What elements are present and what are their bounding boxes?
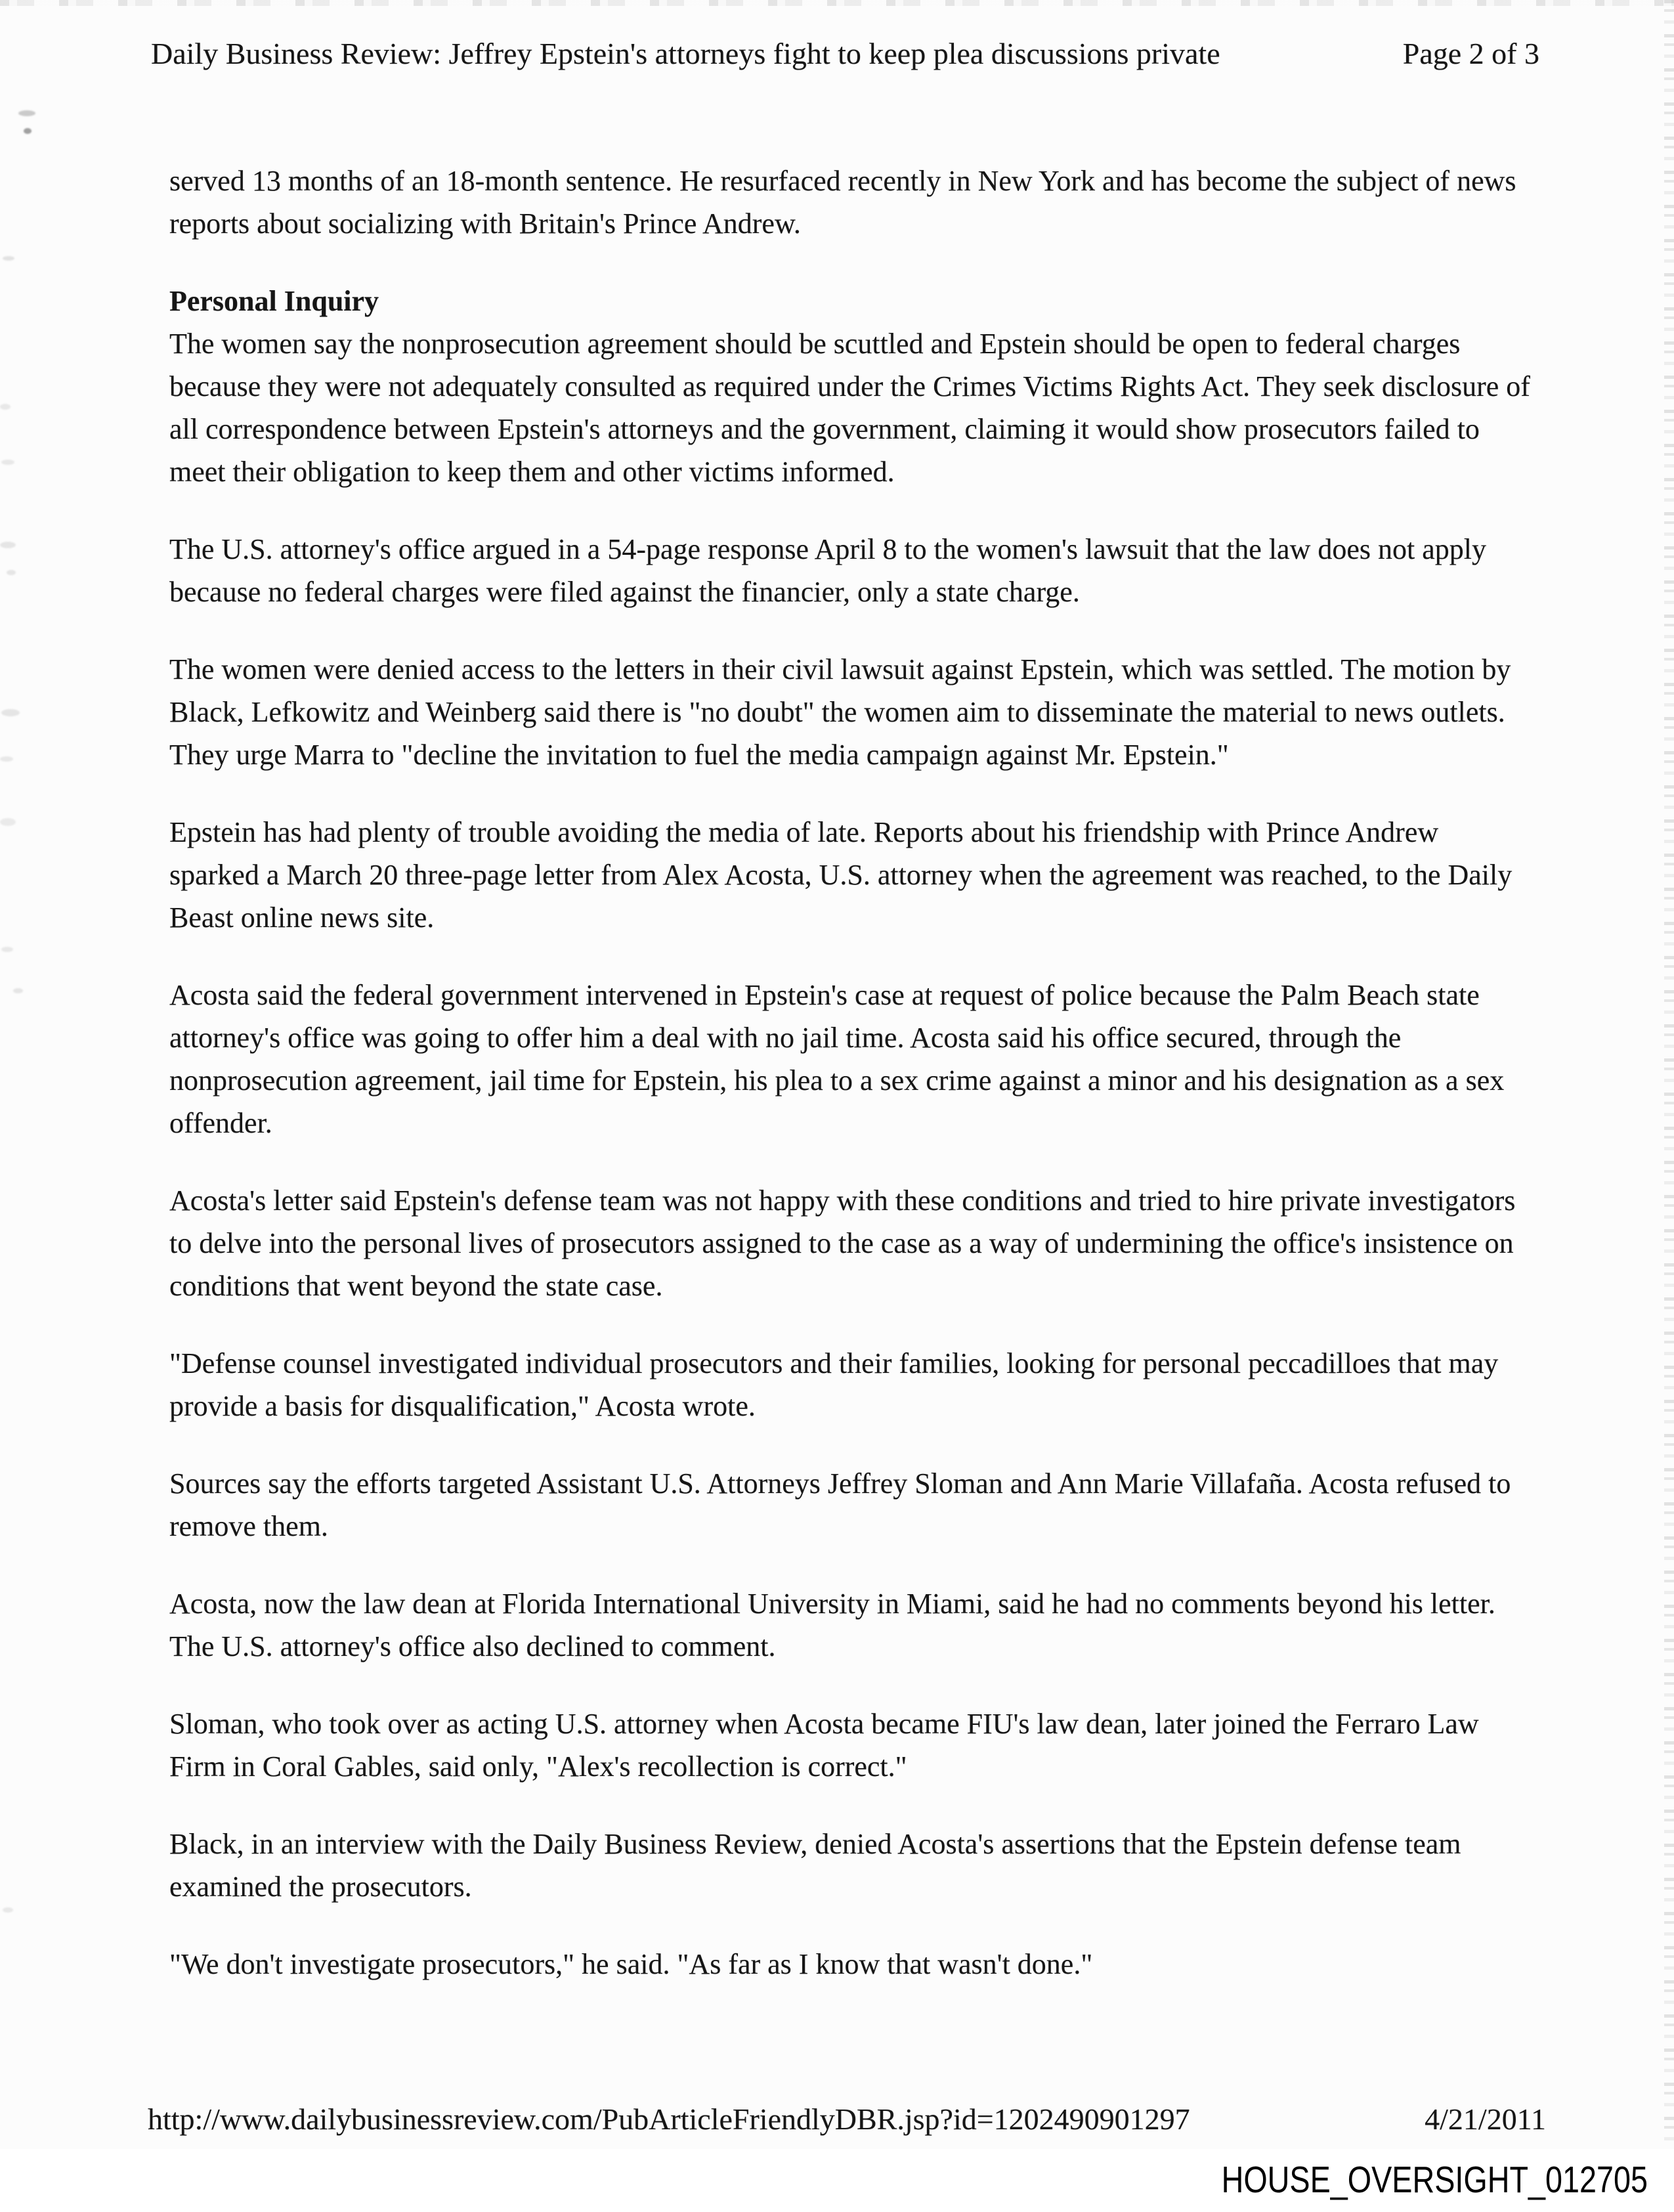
paragraph: "Defense counsel investigated individual prosecutors and their families, looking for personal peccadilloes that may provide a basis for disqualification," Acosta wrote. bbox=[169, 1347, 1499, 1422]
scan-speck bbox=[24, 128, 32, 134]
article-paragraphs bbox=[169, 322, 1535, 1985]
scan-top-edge-noise bbox=[0, 0, 1674, 6]
scan-speck bbox=[1, 709, 20, 716]
page-indicator: Page 2 of 3 bbox=[1402, 37, 1539, 70]
page-header bbox=[151, 34, 1539, 74]
scan-speck bbox=[13, 988, 23, 993]
scan-speck bbox=[0, 818, 16, 826]
paragraph: Black, in an interview with the Daily Business Review, denied Acosta's assertions that the Epstein defense team examined the prosecutors. bbox=[169, 1828, 1461, 1903]
header-title: Daily Business Review: Jeffrey Epstein's attorneys fight to keep plea discussions private bbox=[151, 37, 1220, 70]
paragraph: The women say the nonprosecution agreement should be scuttled and Epstein should be open to federal charges because they were not adequately consulted as required under the Crimes Victims Rights Act. They seek disclosure of all correspondence between Epstein's attorneys and the government, claiming it would show prosecutors failed to meet their obligation to keep them and other victims informed. bbox=[169, 328, 1530, 488]
paragraph: "We don't investigate prosecutors," he said. "As far as I know that wasn't done." bbox=[169, 1948, 1093, 1980]
scan-speck bbox=[1, 947, 13, 952]
lead-paragraph: served 13 months of an 18-month sentence. He resurfaced recently in New York and has become the subject of news reports about socializing with Britain's Prince Andrew. bbox=[169, 165, 1516, 240]
scan-speck bbox=[3, 256, 14, 261]
scan-speck bbox=[0, 404, 11, 410]
page-footer bbox=[148, 2100, 1546, 2139]
scan-speck bbox=[18, 110, 35, 116]
scan-speck bbox=[3, 1907, 13, 1913]
print-date: 4/21/2011 bbox=[1425, 2102, 1546, 2136]
section-heading: Personal Inquiry bbox=[169, 285, 379, 317]
paragraph: Sources say the efforts targeted Assistant U.S. Attorneys Jeffrey Sloman and Ann Marie Villafaña. Acosta refused to remove them. bbox=[169, 1467, 1511, 1542]
scan-speck bbox=[0, 542, 16, 548]
scan-speck bbox=[0, 756, 13, 762]
paragraph: Acosta's letter said Epstein's defense team was not happy with these conditions and tried to hire private investigators to delve into the personal lives of prosecutors assigned to the case as a way of undermining the office's insistence on conditions that went beyond the state case. bbox=[169, 1184, 1516, 1302]
scan-speck bbox=[1, 460, 14, 465]
paragraph: Acosta, now the law dean at Florida International University in Miami, said he had no comments beyond his letter. The U.S. attorney's office also declined to comment. bbox=[169, 1588, 1495, 1662]
bates-stamp: HOUSE_OVERSIGHT_012705 bbox=[1221, 2159, 1648, 2201]
paragraph: Sloman, who took over as acting U.S. attorney when Acosta became FIU's law dean, later joined the Ferraro Law Firm in Coral Gables, said only, "Alex's recollection is correct." bbox=[169, 1708, 1479, 1783]
scan-right-edge-noise bbox=[1664, 0, 1674, 2147]
paragraph: The U.S. attorney's office argued in a 54-page response April 8 to the women's lawsuit that the law does not apply because no federal charges were filed against the financier, only a state charge. bbox=[169, 533, 1486, 608]
paragraph: Epstein has had plenty of trouble avoiding the media of late. Reports about his friendship with Prince Andrew sparked a March 20 three-page letter from Alex Acosta, U.S. attorney when the agreement was reached, to the Daily Beast online news site. bbox=[169, 816, 1513, 934]
paragraph: Acosta said the federal government intervened in Epstein's case at request of police because the Palm Beach state attorney's office was going to offer him a deal with no jail time. Acosta said his office secured, through the nonprosecution agreement, jail time for Epstein, his plea to a sex crime against a minor and his designation as a sex offender. bbox=[169, 979, 1505, 1139]
source-url: http://www.dailybusinessreview.com/PubArticleFriendlyDBR.jsp?id=1202490901297 bbox=[148, 2102, 1190, 2136]
paragraph: The women were denied access to the letters in their civil lawsuit against Epstein, which was settled. The motion by Black, Lefkowitz and Weinberg said there is "no doubt" the women aim to disseminate the material to news outlets. They urge Marra to "decline the invitation to fuel the media campaign against Mr. Epstein." bbox=[169, 653, 1511, 771]
article-body bbox=[169, 160, 1535, 1985]
scan-speck bbox=[7, 570, 16, 575]
